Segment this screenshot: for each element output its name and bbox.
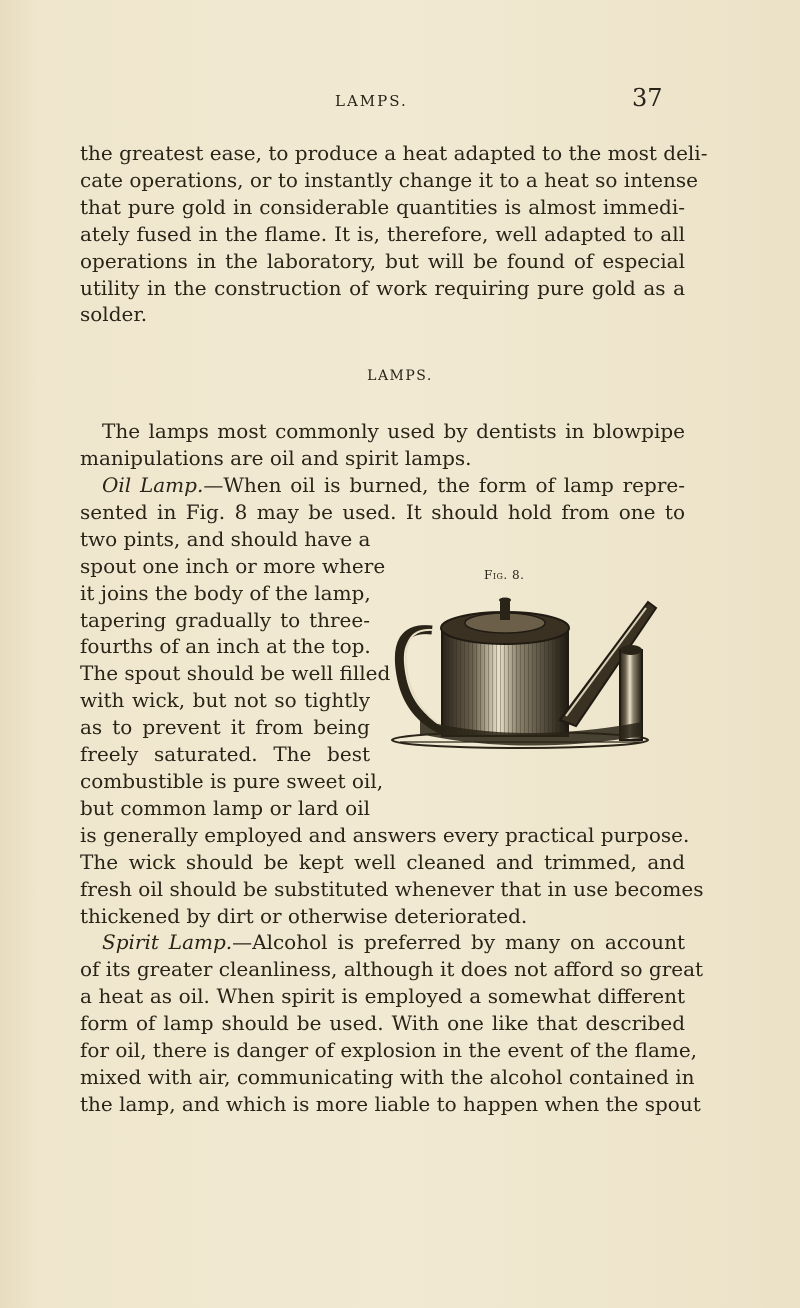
text-line: utility in the construction of work requiring pure gold as a — [80, 275, 685, 300]
text-line: mixed with air, communicating with the alcohol contained in — [80, 1064, 695, 1089]
text-line: The lamps most commonly used by dentists in blowpipe — [102, 419, 685, 443]
oil-lamp-illustration — [380, 530, 660, 760]
text-line: cate operations, or to instantly change it to a heat so intense — [80, 167, 698, 192]
text-line: is generally employed and answers every practical purpose. — [80, 822, 690, 847]
text-line: spout one inch or more where — [80, 553, 386, 578]
text-line: combustible is pure sweet oil, — [80, 768, 384, 793]
text-fragment: —When oil is burned, the form of lamp repre- — [203, 473, 685, 497]
text-line: solder. — [80, 302, 148, 327]
section-heading: LAMPS. — [367, 368, 433, 384]
text-line: with wick, but not so tightly — [80, 688, 370, 713]
text-line: fourths of an inch at the top. — [80, 634, 371, 659]
lamp-burner-tube — [500, 600, 510, 620]
text-line: form of lamp should be used. With one like that described — [80, 1011, 685, 1036]
text-line: of its greater cleanliness, although it does not afford so great — [80, 957, 704, 982]
text-line: The wick should be kept well cleaned and trimmed, and — [80, 849, 685, 874]
running-title: LAMPS. — [335, 92, 408, 110]
oil-lamp-term: Oil Lamp. — [102, 473, 204, 497]
text-line: The spout should be well filled — [80, 661, 391, 686]
text-line: ately fused in the flame. It is, therefore, well adapted to all — [80, 221, 685, 246]
text-line: the lamp, and which is more liable to happen when the spout — [80, 1091, 701, 1116]
page-header — [0, 84, 800, 120]
text-line: fresh oil should be substituted whenever that in use becomes — [80, 876, 704, 901]
text-line: sented in Fig. 8 may be used. It should hold from one to — [80, 499, 685, 524]
text-line: freely saturated. The best — [80, 742, 370, 767]
text-line: as to prevent it from being — [80, 715, 370, 740]
lamp-handle — [399, 630, 442, 730]
text-line: manipulations are oil and spirit lamps. — [80, 445, 472, 470]
text-line — [80, 929, 685, 956]
text-fragment: —Alcohol is preferred by many on account — [232, 930, 685, 955]
text-line: thickened by dirt or otherwise deteriorated. — [80, 903, 528, 928]
text-line: the greatest ease, to produce a heat adapted to the most deli- — [80, 141, 708, 165]
figure-caption: Fig. 8. — [484, 568, 525, 582]
text-line — [80, 472, 685, 499]
page-number: 37 — [632, 84, 663, 112]
text-line: but common lamp or lard oil — [80, 795, 370, 820]
text-line: operations in the laboratory, but will be found of especial — [80, 248, 685, 273]
text-line: for oil, there is danger of explosion in the event of the flame, — [80, 1038, 698, 1063]
spirit-lamp-term: Spirit Lamp. — [102, 930, 233, 955]
text-line: that pure gold in considerable quantities is almost immedi- — [80, 194, 685, 219]
text-line: a heat as oil. When spirit is employed a somewhat different — [80, 984, 685, 1009]
paragraph-continuation — [80, 140, 708, 328]
text-line: two pints, and should have a — [80, 526, 371, 551]
oil-lamp-figure — [380, 530, 660, 760]
text-line: tapering gradually to three- — [80, 607, 370, 632]
text-line: it joins the body of the lamp, — [80, 580, 371, 605]
paragraph-intro — [80, 418, 685, 472]
